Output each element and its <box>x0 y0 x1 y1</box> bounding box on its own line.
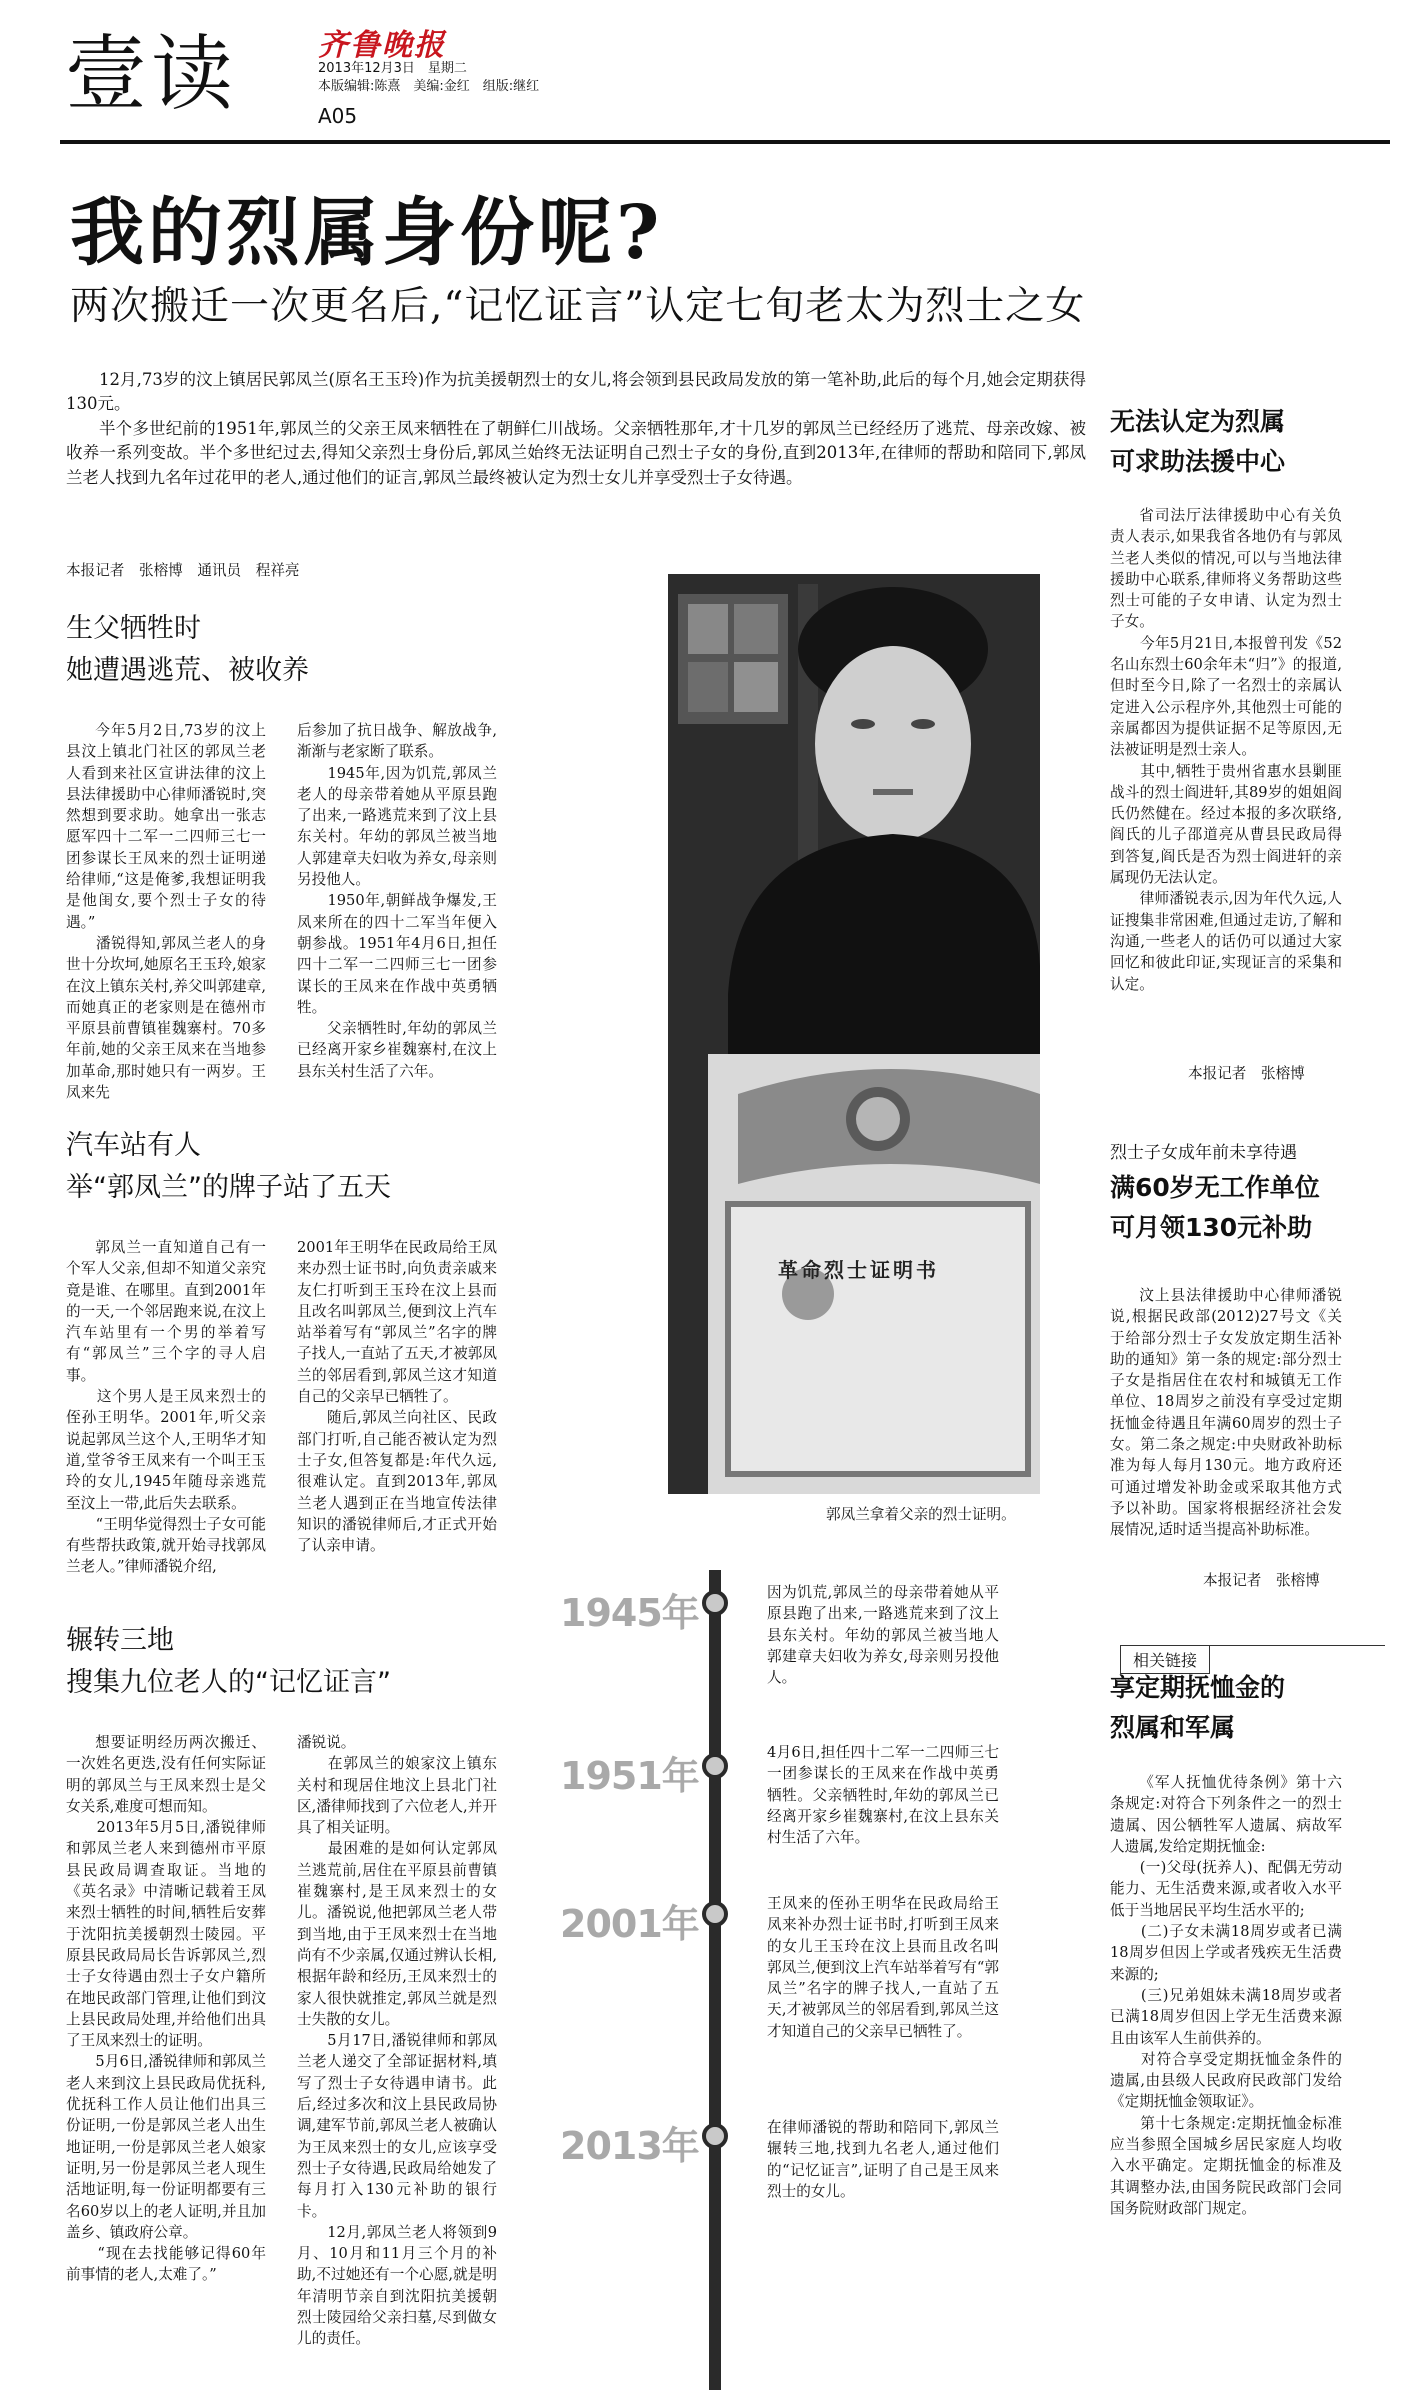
timeline-year-1945: 1945年 <box>560 1591 699 1635</box>
intro-paragraph-2: 半个多世纪前的1951年,郭凤兰的父亲王凤来牺牲在了朝鲜仁川战场。父亲牺牲那年,才十几岁的郭凤兰已经经历了逃荒、母亲改嫁、被收养一系列变故。半个多世纪过去,得知父亲烈士身份后,郭凤兰始终无法证明自己烈士子女的身份,直到2013年,在律师的帮助和陪同下,郭凤兰老人找到九名年过花甲的老人,通过他们的证言,郭凤兰最终被认定为烈士女儿并享受烈士子女待遇。 <box>66 418 1086 487</box>
timeline-dot-icon <box>702 1753 728 1779</box>
timeline-year-1951: 1951年 <box>560 1754 699 1798</box>
right-section1-heading-line1: 无法认定为烈属 <box>1110 407 1286 436</box>
section2-heading-line2: 举“郭凤兰”的牌子站了五天 <box>66 1172 391 1203</box>
section3-column-1: 想要证明经历两次搬迁、一次姓名更迭,没有任何实际证明的郭凤兰与王凤来烈士是父女关系,难度可想而知。 2013年5月5日,潘锐律师和郭凤兰老人来到德州市平原县民政局调查取证。当地的《英名录》中清晰记载着王凤来烈士牺牲的时间,牺牲后安葬于沈阳抗美援朝烈士陵园。平原县民政局局长告诉郭凤兰,烈士子女待遇由烈士子女户籍所在地民政部门管理,让他们到汶上县民政局处理,并给他们出具了王凤来烈士的证明。 5月6日,潘锐律师和郭凤兰老人来到汶上县民政局优抚科,优抚科工作人员让他们出具三份证明,一份是郭凤兰老人出生地证明,一份是郭凤兰老人娘家证明,另一份是郭凤兰老人现生活地证明,每一份证明都要有三名60岁以上的老人证明,并且加盖乡、镇政府公章。 “现在去找能够记得60年前事情的老人,太难了。” <box>66 1734 266 2284</box>
timeline-dot-icon <box>702 2123 728 2149</box>
portrait-photo <box>668 574 1040 1494</box>
section3-column-2: 潘锐说。 在郭凤兰的娘家汶上镇东关村和现居住地汶上县北门社区,潘律师找到了六位老人,并开具了相关证明。 最困难的是如何认定郭凤兰逃荒前,居住在平原县前曹镇崔魏寨村,是王凤来烈士的女儿。潘锐说,他把郭凤兰老人带到当地,由于王凤来烈士在当地尚有不少亲属,仅通过辨认长相,根据年龄和经历,王凤来烈士的家人很快就推定,郭凤兰就是烈士失散的女儿。 5月17日,潘锐律师和郭凤兰老人递交了全部证据材料,填写了烈士子女待遇申请书。此后,经过多次和汶上县民政局协调,建军节前,郭凤兰老人被确认为王凤来烈士的女儿,应该享受烈士子女待遇,民政局给她发了每月打入130元补助的银行卡。 12月,郭凤兰老人将领到9月、10月和11月三个月的补助,不过她还有一个心愿,就是明年清明节亲自到沈阳抗美援朝烈士陵园给父亲扫墓,尽到做女儿的责任。 <box>297 1734 497 2348</box>
right-section3-heading-line2: 烈属和军属 <box>1110 1713 1236 1742</box>
section1-heading-line2: 她遭遇逃荒、被收养 <box>66 655 309 686</box>
right-section3-text: 《军人抚恤优待条例》第十六条规定:对符合下列条件之一的烈士遗属、因公牺牲军人遗属、病故军人遗属,发给定期抚恤金: (一)父母(抚养人)、配偶无劳动能力、无生活费来源,或者收入水平低于当地居民平均生活水平的; (二)子女未满18周岁或者已满18周岁但因上学或者残疾无生活费来源的; (三)兄弟姐妹未满18周岁或者已满18周岁但因上学无生活费来源且由该军人生前供养的。 对符合享受定期抚恤金条件的遗属,由县级人民政府民政部门发给《定期抚恤金领取证》。 第十七条规定:定期抚恤金标准应当参照全国城乡居民家庭人均收入水平确定。定期抚恤金的标准及其调整办法,由国务院民政部门会同国务院财政部门规定。 <box>1110 1774 1342 2217</box>
timeline-text-2001: 王凤来的侄孙王明华在民政局给王凤来补办烈士证书时,打听到王凤来的女儿王玉玲在汶上县而且改名叫郭凤兰,便到汶上汽车站举着写有“郭凤兰”名字的牌子找人,一直站了五天,才被郭凤兰的邻居看到,郭凤兰这才知道自己的父亲早已牺牲了。 <box>767 1895 999 2040</box>
issue-meta <box>318 60 539 96</box>
right-section1-heading <box>1110 402 1285 482</box>
timeline-year-2001: 2001年 <box>560 1902 699 1946</box>
right-section2-heading-line2: 可月领130元补助 <box>1110 1213 1313 1242</box>
certificate-title: 革命烈士证明书 <box>778 1258 939 1282</box>
section-masthead-title: 壹读 <box>65 27 238 122</box>
section1-heading <box>66 608 309 692</box>
right-section2-heading-line1: 满60岁无工作单位 <box>1110 1173 1320 1202</box>
section3-heading-line1: 辗转三地 <box>66 1625 174 1656</box>
section1-column-1: 今年5月2日,73岁的汶上县汶上镇北门社区的郭凤兰老人看到来社区宣讲法律的汶上县法律援助中心律师潘锐时,突然想到要求助。她拿出一张志愿军四十二军一二四师三七一团参谋长王凤来的烈士证明递给律师,“这是俺爹,我想证明我是他闺女,要个烈士子女的待遇。” 潘锐得知,郭凤兰老人的身世十分坎坷,她原名王玉玲,娘家在汶上镇东关村,养父叫郭建章,而她真正的老家则是在德州市平原县前曹镇崔魏寨村。70多年前,她的父亲王凤来在当地参加革命,那时她只有一两岁。王凤来先 <box>66 722 266 1102</box>
timeline-dot-icon <box>702 1590 728 1616</box>
right-section1-heading-line2: 可求助法援中心 <box>1110 447 1286 476</box>
timeline-text-2013: 在律师潘锐的帮助和陪同下,郭凤兰辗转三地,找到九名老人,通过他们的“记忆证言”,证明了自己是王凤来烈士的女儿。 <box>767 2119 999 2200</box>
section2-column-2: 2001年王明华在民政局给王凤来办烈士证书时,向负责亲戚来友仁打听到王玉玲在汶上县而且改名叫郭凤兰,便到汶上汽车站举着写有“郭凤兰”名字的牌子找人,一直站了五天,才被郭凤兰的邻居看到,郭凤兰这才知道自己的父亲早已牺牲了。 随后,郭凤兰向社区、民政部门打听,自己能否被认定为烈士子女,但答复都是:年代久远,很难认定。直到2013年,郭凤兰老人遇到正在当地宣传法律知识的潘锐律师后,才正式开始了认亲申请。 <box>297 1239 497 1555</box>
right-section2-text: 汶上县法律援助中心律师潘锐说,根据民政部(2012)27号文《关于给部分烈士子女发放定期生活补助的通知》第一条的规定:部分烈士子女是指居住在农村和城镇无工作单位、18周岁之前没有享受过定期抚恤金待遇且年满60周岁的烈士子女。第二条之规定:中央财政补助标准为每人每月130元。地方政府还可通过增发补助金或采取其他方式予以补助。国家将根据经济社会发展情况,适时适当提高补助标准。 <box>1110 1287 1342 1539</box>
editors-line: 本版编辑:陈熹 美编:金红 组版:继红 <box>318 79 540 94</box>
photo-caption: 郭凤兰拿着父亲的烈士证明。 <box>826 1506 1016 1523</box>
header-divider <box>60 140 1390 144</box>
right-section2-kicker: 烈士子女成年前未享待遇 <box>1110 1143 1297 1163</box>
section2-column-1: 郭凤兰一直知道自己有一个军人父亲,但却不知道父亲究竟是谁、在哪里。直到2001年的一天,一个邻居跑来说,在汶上汽车站里有一个男的举着写有“郭凤兰”三个字的寻人启事。 这个男人是王凤来烈士的侄孙王明华。2001年,听父亲说起郭凤兰这个人,王明华才知道,堂爷爷王凤来有一个叫王玉玲的女儿,1945年随母亲逃荒至汶上一带,此后失去联系。 “王明华觉得烈士子女可能有些帮扶政策,就开始寻找郭凤兰老人。”律师潘锐介绍, <box>66 1239 266 1576</box>
right-section3-heading-line1: 享定期抚恤金的 <box>1110 1673 1286 1702</box>
newspaper-logo: 齐鲁晚报 <box>318 28 446 63</box>
section2-heading-line1: 汽车站有人 <box>66 1130 201 1161</box>
right-section2-byline: 本报记者 张榕博 <box>1203 1572 1320 1589</box>
right-section3-heading <box>1110 1668 1285 1748</box>
subheadline: 两次搬迁一次更名后,“记忆证言”认定七旬老太为烈士之女 <box>70 284 1086 329</box>
page-number: A05 <box>318 104 358 128</box>
related-link-tag: 相关链接 <box>1120 1645 1210 1674</box>
photo-illustration <box>668 574 1040 1494</box>
section3-heading-line2: 搜集九位老人的“记忆证言” <box>66 1667 391 1698</box>
section1-heading-line1: 生父牺牲时 <box>66 613 201 644</box>
section3-heading <box>66 1620 391 1704</box>
timeline-axis <box>709 1570 721 2390</box>
issue-date: 2013年12月3日 星期二 <box>318 61 467 76</box>
timeline-year-2013: 2013年 <box>560 2124 699 2168</box>
right-section1-byline: 本报记者 张榕博 <box>1188 1065 1305 1082</box>
timeline-text-1945: 因为饥荒,郭凤兰的母亲带着她从平原县跑了出来,一路逃荒来到了汶上县东关村。年幼的郭凤兰被当地人郭建章夫妇收为养女,母亲则另投他人。 <box>767 1584 999 1687</box>
right-section1-text: 省司法厅法律援助中心有关负责人表示,如果我省各地仍有与郭凤兰老人类似的情况,可以与当地法律援助中心联系,律师将义务帮助这些烈士可能的子女申请、认定为烈士子女。 今年5月21日,本报曾刊发《52名山东烈士60余年未“归”》的报道,但时至今日,除了一名烈士的亲属认定进入公示程序外,其他烈士可能的亲属都因为提供证据不足等原因,无法被证明是烈士亲人。 其中,牺牲于贵州省惠水县剿匪战斗的烈士阎进轩,其89岁的姐姐阎氏仍然健在。经过本报的多次联络,阎氏的儿子邵道亮从曹县民政局得到答复,阎氏是否为烈士阎进轩的亲属现仍无法认定。 律师潘锐表示,因为年代久远,人证搜集非常困难,但通过走访,了解和沟通,一些老人的话仍可以通过大家回忆和彼此印证,实现证言的采集和认定。 <box>1110 507 1342 993</box>
intro-lead <box>66 368 1086 490</box>
timeline-text-1951: 4月6日,担任四十二军一二四师三七一团参谋长的王凤来在作战中英勇牺牲。父亲牺牲时,年幼的郭凤兰已经离开家乡崔魏寨村,在汶上县东关村生活了六年。 <box>767 1744 999 1847</box>
right-section2-heading <box>1110 1168 1320 1248</box>
byline: 本报记者 张榕博 通讯员 程祥亮 <box>66 562 300 579</box>
timeline-dot-icon <box>702 1901 728 1927</box>
section2-heading <box>66 1125 391 1209</box>
main-headline: 我的烈属身份呢? <box>70 190 664 276</box>
section1-column-2: 后参加了抗日战争、解放战争,渐渐与老家断了联系。 1945年,因为饥荒,郭凤兰老人的母亲带着她从平原县跑了出来,一路逃荒来到了汶上县东关村。年幼的郭凤兰被当地人郭建章夫妇收为养女,母亲则另投他人。 1950年,朝鲜战争爆发,王凤来所在的四十二军当年便入朝参战。1951年4月6日,担任四十二军一二四师三七一团参谋长的王凤来在作战中英勇牺牲。 父亲牺牲时,年幼的郭凤兰已经离开家乡崔魏寨村,在汶上县东关村生活了六年。 <box>297 722 497 1080</box>
intro-paragraph-1: 12月,73岁的汶上镇居民郭凤兰(原名王玉玲)作为抗美援朝烈士的女儿,将会领到县民政局发放的第一笔补助,此后的每个月,她会定期获得130元。 <box>66 370 1086 414</box>
